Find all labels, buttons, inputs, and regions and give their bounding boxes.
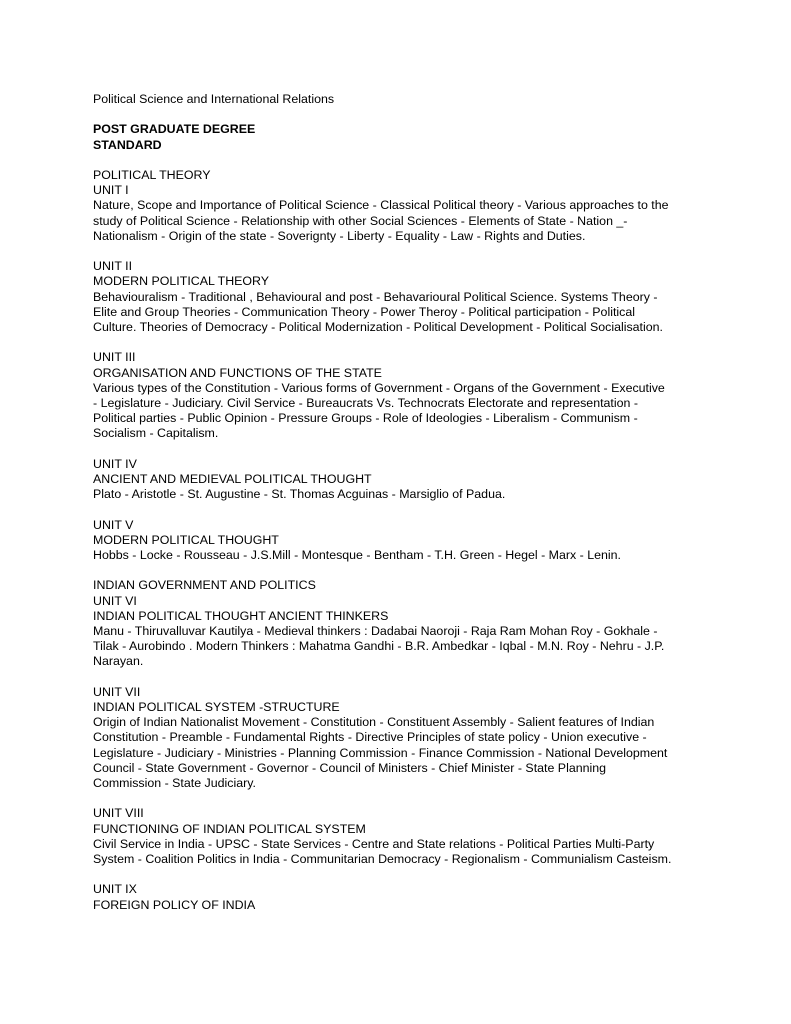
unit-number: UNIT III — [93, 350, 136, 365]
document-title: Political Science and International Relations — [93, 92, 335, 106]
unit-section — [93, 350, 713, 441]
unit-number: UNIT VI — [93, 593, 137, 608]
spacer — [93, 867, 713, 882]
unit-content-line: Legislature - Judiciary - Ministries - Planning Commission - Finance Commission - National Development — [93, 745, 668, 760]
unit-section — [93, 518, 713, 564]
unit-content-line: study of Political Science - Relationship with other Social Sciences - Elements of State - Nation _- — [93, 213, 628, 228]
unit-content-line: Culture. Theories of Democracy - Political Modernization - Political Development - Political Socialisation. — [93, 320, 663, 334]
unit-section — [93, 168, 713, 244]
unit-content-line: Tilak - Aurobindo . Modern Thinkers : Mahatma Gandhi - B.R. Ambedkar - Iqbal - M.N. Roy - Nehru - J.P. — [93, 639, 665, 654]
unit-content-line: Civil Service in India - UPSC - State Services - Centre and State relations - Political Parties Multi-Party — [93, 836, 655, 851]
unit-content-line: Manu - Thiruvalluvar Kautilya - Medieval thinkers : Dadabai Naoroji - Raja Ram Mohan Roy - Gokhale - — [93, 624, 658, 638]
spacer — [93, 502, 713, 517]
unit-section — [93, 882, 713, 912]
unit-title: FUNCTIONING OF INDIAN POLITICAL SYSTEM — [93, 821, 366, 836]
unit-number: UNIT IX — [93, 882, 137, 897]
unit-content-line: Plato - Aristotle - St. Augustine - St. Thomas Acguinas - Marsiglio of Padua. — [93, 487, 506, 502]
spacer — [93, 563, 713, 578]
unit-title: MODERN POLITICAL THEORY — [93, 274, 270, 289]
unit-content-line: Origin of Indian Nationalist Movement - Constitution - Constituent Assembly - Salient features of Indian — [93, 715, 655, 730]
unit-number: UNIT VII — [93, 684, 141, 699]
unit-content-line: - Legislature - Judiciary. Civil Service - Bureaucrats Vs. Technocrats Electorate and representation - — [93, 396, 638, 410]
syllabus-sections — [93, 168, 713, 913]
unit-number: UNIT II — [93, 259, 133, 274]
unit-content-line: Council - State Government - Governor - Council of Ministers - Chief Minister - State Planning — [93, 760, 607, 775]
unit-content-line: Various types of the Constitution - Various forms of Government - Organs of the Government - Executive — [93, 380, 665, 395]
unit-content-line: Narayan. — [93, 654, 144, 669]
unit-content-line: Political parties - Public Opinion - Pressure Groups - Role of Ideologies - Liberalism - Communism - — [93, 411, 638, 426]
spacer — [93, 791, 713, 806]
unit-content-line: Nationalism - Origin of the state - Soverignty - Liberty - Equality - Law - Rights and Duties. — [93, 228, 586, 243]
spacer — [93, 670, 713, 685]
spacer — [93, 107, 713, 122]
unit-title: ORGANISATION AND FUNCTIONS OF THE STATE — [93, 365, 382, 380]
spacer — [93, 153, 713, 168]
unit-content-line: Commission - State Judiciary. — [93, 776, 256, 791]
standard-label: STANDARD — [93, 137, 162, 152]
unit-number: UNIT IV — [93, 456, 137, 471]
unit-section — [93, 685, 713, 791]
unit-content-line: Nature, Scope and Importance of Political Science - Classical Political theory - Various approaches to the — [93, 198, 669, 213]
unit-content-line: Behaviouralism - Traditional , Behavioural and post - Behavarioural Political Science. Systems Theory - — [93, 289, 658, 304]
unit-number: UNIT V — [93, 517, 134, 532]
spacer — [93, 442, 713, 457]
unit-content-line: System - Coalition Politics in India - Communitarian Democracy - Regionalism - Communialism Casteism. — [93, 852, 672, 867]
unit-title: INDIAN POLITICAL THOUGHT ANCIENT THINKERS — [93, 608, 389, 623]
section-heading: INDIAN GOVERNMENT AND POLITICS — [93, 578, 316, 593]
spacer — [93, 244, 713, 259]
unit-number: UNIT VIII — [93, 806, 144, 821]
unit-title: FOREIGN POLICY OF INDIA — [93, 897, 256, 912]
document-page — [93, 92, 713, 913]
unit-content-line: Hobbs - Locke - Rousseau - J.S.Mill - Montesque - Bentham - T.H. Green - Hegel - Marx - Lenin. — [93, 548, 621, 562]
unit-title: MODERN POLITICAL THOUGHT — [93, 532, 279, 547]
unit-section — [93, 578, 713, 669]
unit-section — [93, 806, 713, 867]
unit-content-line: Elite and Group Theories - Communication Theory - Power Theroy - Political participation - Political — [93, 304, 635, 319]
section-heading: POLITICAL THEORY — [93, 167, 211, 182]
unit-title: INDIAN POLITICAL SYSTEM -STRUCTURE — [93, 700, 340, 714]
spacer — [93, 335, 713, 350]
unit-content-line: Socialism - Capitalism. — [93, 426, 219, 441]
unit-title: ANCIENT AND MEDIEVAL POLITICAL THOUGHT — [93, 472, 372, 486]
unit-content-line: Constitution - Preamble - Fundamental Rights - Directive Principles of state policy - Union executive - — [93, 730, 647, 745]
unit-section — [93, 259, 713, 335]
unit-section — [93, 457, 713, 503]
degree-label: POST GRADUATE DEGREE — [93, 122, 256, 137]
unit-number: UNIT I — [93, 183, 129, 198]
